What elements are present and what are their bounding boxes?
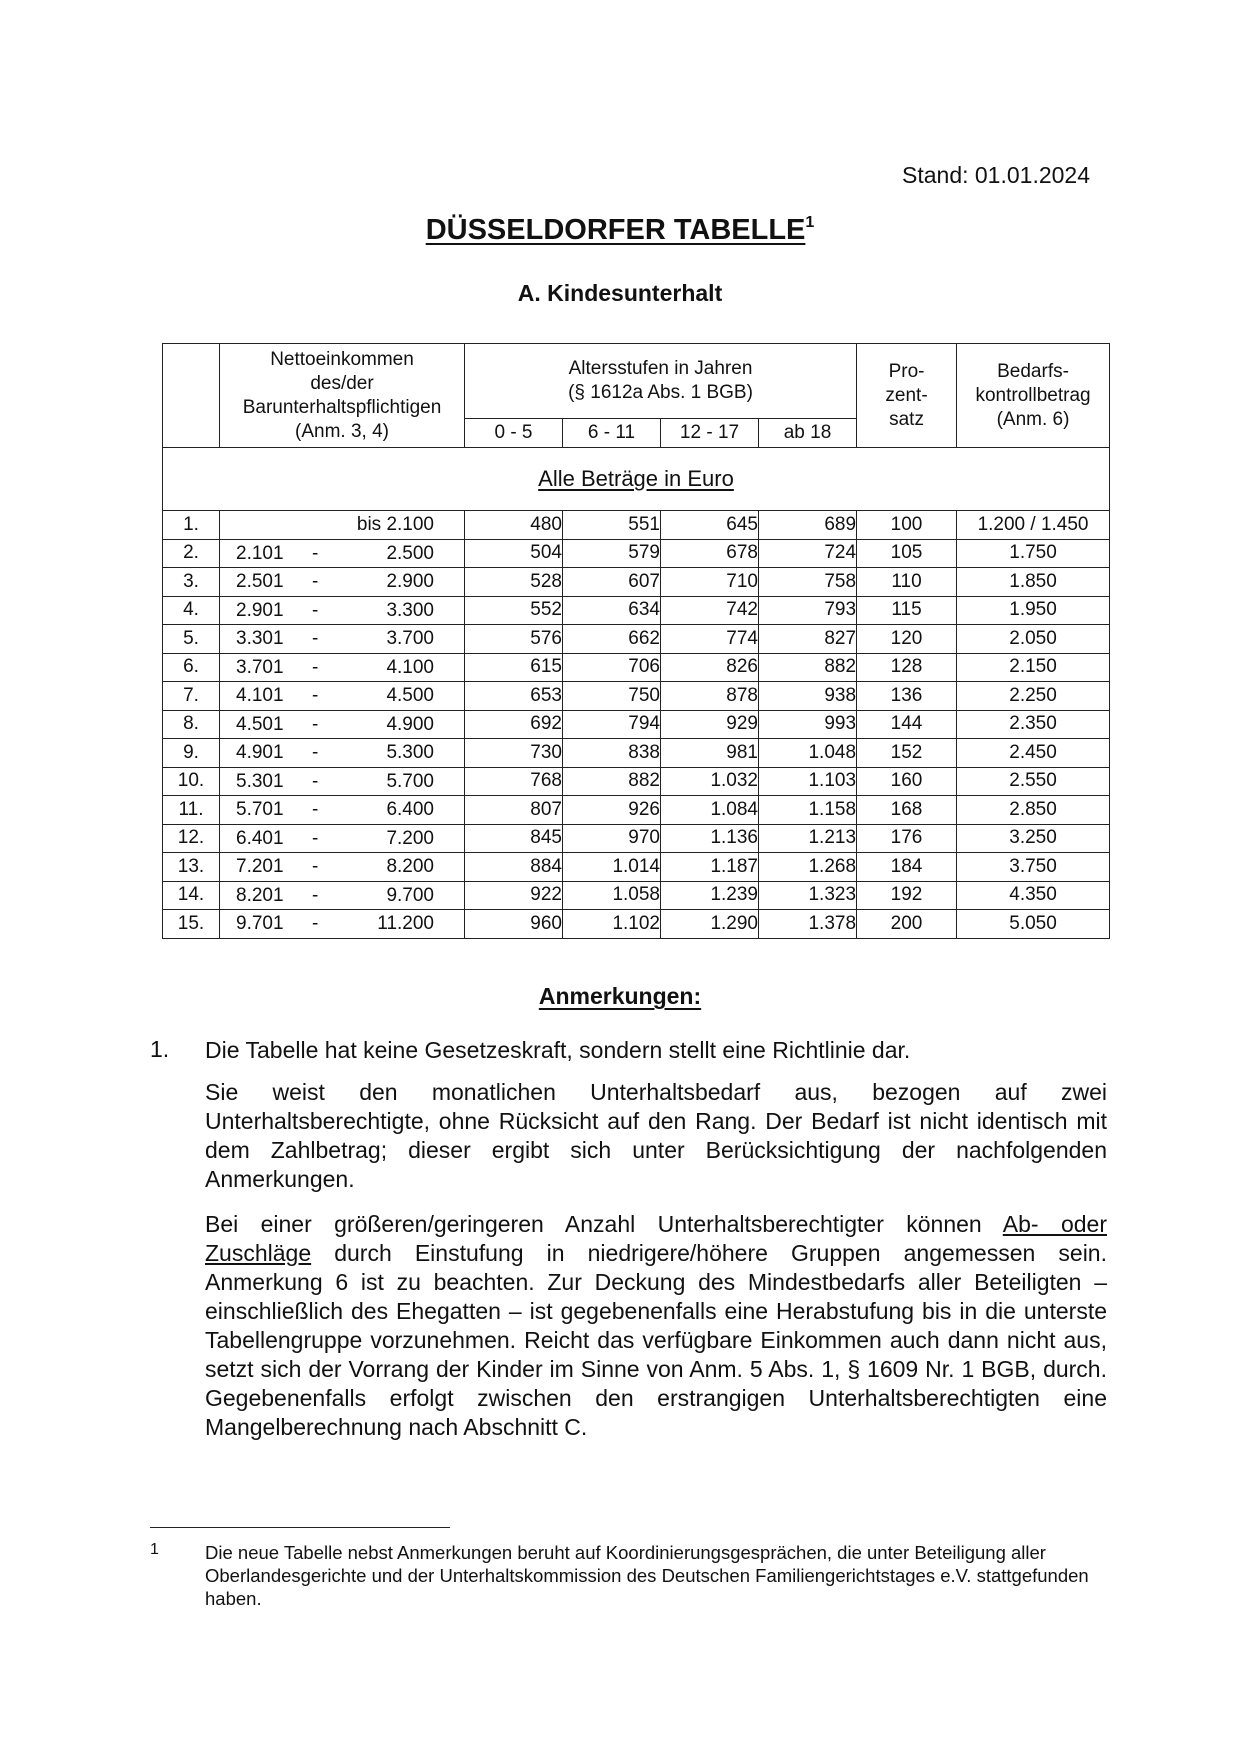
income-range [220,710,465,739]
percentage: 105 [857,539,957,568]
amount-0-5: 884 [465,853,563,882]
row-number: 11. [163,796,220,825]
amount-0-5: 615 [465,653,563,682]
percentage: 100 [857,511,957,540]
bedarfskontrollbetrag: 3.250 [957,824,1110,853]
income-from: 4.901 [236,742,284,763]
notes-heading-text: Anmerkungen: [538,983,702,1009]
income-from: 8.201 [236,884,284,906]
amount-ab-18: 1.103 [759,767,857,796]
amount-6-11: 607 [563,568,661,597]
age-group-header: ab 18 [759,419,857,448]
bedarfskontrollbetrag: 5.050 [957,910,1110,939]
header-percent-line: zent- [885,384,928,406]
row-number: 14. [163,881,220,910]
note-number: 1. [150,1036,170,1062]
percentage: 128 [857,653,957,682]
table-row [163,881,1110,910]
percentage: 176 [857,824,957,853]
amount-6-11: 706 [563,653,661,682]
income-to: 2.900 [386,571,434,592]
income-to: 7.200 [386,827,434,849]
income-dash: - [312,827,319,849]
amount-ab-18: 689 [759,511,857,540]
income-range [220,853,465,882]
amount-ab-18: 793 [759,596,857,625]
age-group-header: 0 - 5 [465,419,563,448]
row-number: 8. [163,710,220,739]
amount-ab-18: 1.378 [759,910,857,939]
row-number: 13. [163,853,220,882]
income-dash: - [312,685,319,706]
page-title [0,214,1240,247]
amount-0-5: 576 [465,625,563,654]
income-to: 5.700 [386,770,434,792]
amount-ab-18: 1.158 [759,796,857,825]
amount-0-5: 960 [465,910,563,939]
table-row [163,568,1110,597]
income-from: 9.701 [236,913,284,934]
amount-12-17: 678 [661,539,759,568]
header-percent [857,344,957,448]
income-from: 2.901 [236,599,284,621]
amount-12-17: 929 [661,710,759,739]
income-dash: - [312,913,319,934]
income-range [220,910,465,939]
income-dash: - [312,542,319,564]
income-range [220,625,465,654]
row-number: 15. [163,910,220,939]
amount-ab-18: 882 [759,653,857,682]
row-number: 2. [163,539,220,568]
income-from: 5.701 [236,799,284,820]
table-row [163,910,1110,939]
income-range [220,539,465,568]
income-range [220,596,465,625]
income-range [220,682,465,711]
age-group-header: 6 - 11 [563,419,661,448]
income-dash: - [312,770,319,792]
income-to: 9.700 [386,884,434,906]
income-dash: - [312,799,319,820]
income-from: 6.401 [236,827,284,849]
percentage: 120 [857,625,957,654]
row-number: 10. [163,767,220,796]
table-body [163,511,1110,939]
amount-12-17: 742 [661,596,759,625]
amount-6-11: 579 [563,539,661,568]
bedarfskontrollbetrag: 3.750 [957,853,1110,882]
amount-ab-18: 1.213 [759,824,857,853]
row-number: 9. [163,739,220,768]
table-row [163,596,1110,625]
income-to: 4.100 [386,656,434,678]
percentage: 115 [857,596,957,625]
table-row [163,625,1110,654]
percentage: 184 [857,853,957,882]
percentage: 144 [857,710,957,739]
bedarfskontrollbetrag: 2.450 [957,739,1110,768]
amount-12-17: 981 [661,739,759,768]
support-table [162,343,1110,939]
row-number: 3. [163,568,220,597]
header-nr-cell [163,344,220,448]
bedarfskontrollbetrag: 1.750 [957,539,1110,568]
amount-0-5: 922 [465,881,563,910]
row-number: 4. [163,596,220,625]
income-range [220,653,465,682]
amount-6-11: 1.014 [563,853,661,882]
percentage: 110 [857,568,957,597]
amount-0-5: 480 [465,511,563,540]
amount-6-11: 838 [563,739,661,768]
table-row [163,824,1110,853]
notes-heading [0,983,1240,1010]
income-dash: - [312,713,319,735]
percentage: 192 [857,881,957,910]
currency-band-label: Alle Beträge in Euro [538,466,734,491]
table-row [163,739,1110,768]
bedarfskontrollbetrag: 2.550 [957,767,1110,796]
amount-6-11: 970 [563,824,661,853]
amount-12-17: 1.084 [661,796,759,825]
income-from: 3.701 [236,656,284,678]
percentage: 168 [857,796,957,825]
amount-0-5: 504 [465,539,563,568]
income-to: 4.500 [386,685,434,706]
income-range [220,767,465,796]
row-number: 12. [163,824,220,853]
income-to: 6.400 [386,799,434,820]
note-paragraph-3 [205,1210,1107,1442]
income-to: bis 2.100 [356,514,434,535]
amount-12-17: 1.032 [661,767,759,796]
amount-12-17: 645 [661,511,759,540]
table-row [163,710,1110,739]
amount-6-11: 1.102 [563,910,661,939]
table-row [163,653,1110,682]
amount-12-17: 1.290 [661,910,759,939]
header-bk-line: Bedarfs- [997,360,1069,382]
title-text: DÜSSELDORFER TABELLE [425,214,806,246]
income-dash: - [312,742,319,763]
amount-0-5: 768 [465,767,563,796]
income-from: 3.301 [236,628,284,649]
table-row [163,511,1110,540]
income-from: 2.501 [236,571,284,592]
amount-ab-18: 1.268 [759,853,857,882]
bedarfskontrollbetrag: 2.250 [957,682,1110,711]
amount-ab-18: 938 [759,682,857,711]
age-group-header: 12 - 17 [661,419,759,448]
amount-ab-18: 1.048 [759,739,857,768]
income-to: 4.900 [386,713,434,735]
amount-6-11: 926 [563,796,661,825]
amount-12-17: 826 [661,653,759,682]
bedarfskontrollbetrag: 2.050 [957,625,1110,654]
amount-12-17: 710 [661,568,759,597]
income-dash: - [312,856,319,877]
bedarfskontrollbetrag: 4.350 [957,881,1110,910]
percentage: 136 [857,682,957,711]
row-number: 1. [163,511,220,540]
bedarfskontrollbetrag: 2.150 [957,653,1110,682]
income-range [220,881,465,910]
income-range [220,796,465,825]
amount-6-11: 750 [563,682,661,711]
income-from: 4.501 [236,713,284,735]
income-to: 3.300 [386,599,434,621]
stand-date: Stand: 01.01.2024 [902,162,1090,188]
row-number: 6. [163,653,220,682]
amount-0-5: 730 [465,739,563,768]
income-dash: - [312,884,319,906]
header-age [465,344,857,419]
percentage: 152 [857,739,957,768]
amount-0-5: 653 [465,682,563,711]
note-text: durch Einstufung in niedrigere/höhere Gruppen angemessen sein. Anmerkung 6 ist zu beachten. Zur Deckung des Mindestbedarfs aller Beteiligten – einschließlich des Ehegatten – ist gegebenenfalls eine Herabstufung bis in die unterste Tabellengruppe vorzunehmen. Reicht das verfügbare Einkommen auch dann nicht aus, setzt sich der Vorrang der Kinder im Sinne von Anm. 5 Abs. 1, § 1609 Nr. 1 BGB, durch. Gegebenenfalls erfolgt zwischen den erstrangigen Unterhaltsberechtigten eine Mangelberechnung nach Abschnitt C. [205,1240,1107,1440]
amount-12-17: 1.187 [661,853,759,882]
income-dash: - [312,599,319,621]
amount-12-17: 1.239 [661,881,759,910]
header-income-line: (Anm. 3, 4) [295,420,389,442]
table-row [163,682,1110,711]
row-number: 5. [163,625,220,654]
amount-12-17: 774 [661,625,759,654]
note-paragraph-2: Sie weist den monatlichen Unterhaltsbedarf aus, bezogen auf zwei Unterhaltsberechtigte, ohne Rücksicht auf den Rang. Der Bedarf ist nicht identisch mit dem Zahlbetrag; dieser ergibt sich unter Berücksichtigung der nachfolgenden Anmerkungen. [205,1079,1107,1192]
header-bk-line: kontrollbetrag [975,384,1091,406]
amount-0-5: 528 [465,568,563,597]
table-row [163,853,1110,882]
table-row [163,796,1110,825]
amount-ab-18: 1.323 [759,881,857,910]
row-number: 7. [163,682,220,711]
footnote-number: 1 [150,1541,159,1558]
note-text: Bei einer größeren/geringeren Anzahl Unterhaltsberechtigter können [205,1211,1003,1237]
income-dash: - [312,656,319,678]
amount-0-5: 552 [465,596,563,625]
section-subtitle: A. Kindesunterhalt [517,280,723,306]
bedarfskontrollbetrag: 2.350 [957,710,1110,739]
note-underlined-text: Ab- oder Zuschläge [205,1211,1107,1266]
income-dash: - [312,571,319,592]
header-income [220,344,465,448]
amount-6-11: 1.058 [563,881,661,910]
income-from: 7.201 [236,856,284,877]
income-to: 8.200 [386,856,434,877]
income-to: 11.200 [377,913,434,934]
amount-6-11: 634 [563,596,661,625]
header-income-line: Nettoeinkommen [270,348,414,370]
amount-6-11: 551 [563,511,661,540]
income-range [220,739,465,768]
amount-0-5: 692 [465,710,563,739]
note-paragraph-1: Die Tabelle hat keine Gesetzeskraft, sondern stellt eine Richtlinie dar. [205,1037,911,1063]
header-income-line: des/der [310,372,374,394]
bedarfskontrollbetrag: 1.850 [957,568,1110,597]
income-to: 2.500 [386,542,434,564]
amount-ab-18: 724 [759,539,857,568]
income-range [220,568,465,597]
amount-ab-18: 827 [759,625,857,654]
header-bk-line: (Anm. 6) [996,408,1070,430]
header-age-line: Altersstufen in Jahren [568,358,753,379]
income-dash: - [312,628,319,649]
table-row [163,767,1110,796]
income-from: 2.101 [236,542,284,564]
bedarfskontrollbetrag: 1.950 [957,596,1110,625]
income-from: 4.101 [236,685,284,706]
amount-0-5: 807 [465,796,563,825]
income-to: 3.700 [386,628,434,649]
table-row [163,539,1110,568]
amount-6-11: 882 [563,767,661,796]
header-income-line: Barunterhaltspflichtigen [242,396,442,418]
amount-12-17: 878 [661,682,759,711]
header-age-line: (§ 1612a Abs. 1 BGB) [568,382,753,403]
income-range [220,511,465,540]
amount-ab-18: 993 [759,710,857,739]
percentage: 200 [857,910,957,939]
title-footnote-mark: 1 [805,214,815,231]
bedarfskontrollbetrag: 2.850 [957,796,1110,825]
income-from: 5.301 [236,770,284,792]
footnote-divider [150,1527,450,1528]
header-bedarfskontrollbetrag [957,344,1110,448]
amount-0-5: 845 [465,824,563,853]
percentage: 160 [857,767,957,796]
footnote-text: Die neue Tabelle nebst Anmerkungen beruht auf Koordinierungsgesprächen, die unter Beteiligung aller Oberlandesgerichte und der Unterhaltskommission des Deutschen Familiengerichtstages e.V. stattgefunden haben. [205,1542,1089,1609]
amount-6-11: 662 [563,625,661,654]
bedarfskontrollbetrag: 1.200 / 1.450 [957,511,1110,540]
amount-ab-18: 758 [759,568,857,597]
header-percent-line: Pro- [888,360,925,382]
income-range [220,824,465,853]
amount-12-17: 1.136 [661,824,759,853]
header-percent-line: satz [889,408,924,430]
currency-band [163,448,1110,511]
income-to: 5.300 [386,742,434,763]
amount-6-11: 794 [563,710,661,739]
